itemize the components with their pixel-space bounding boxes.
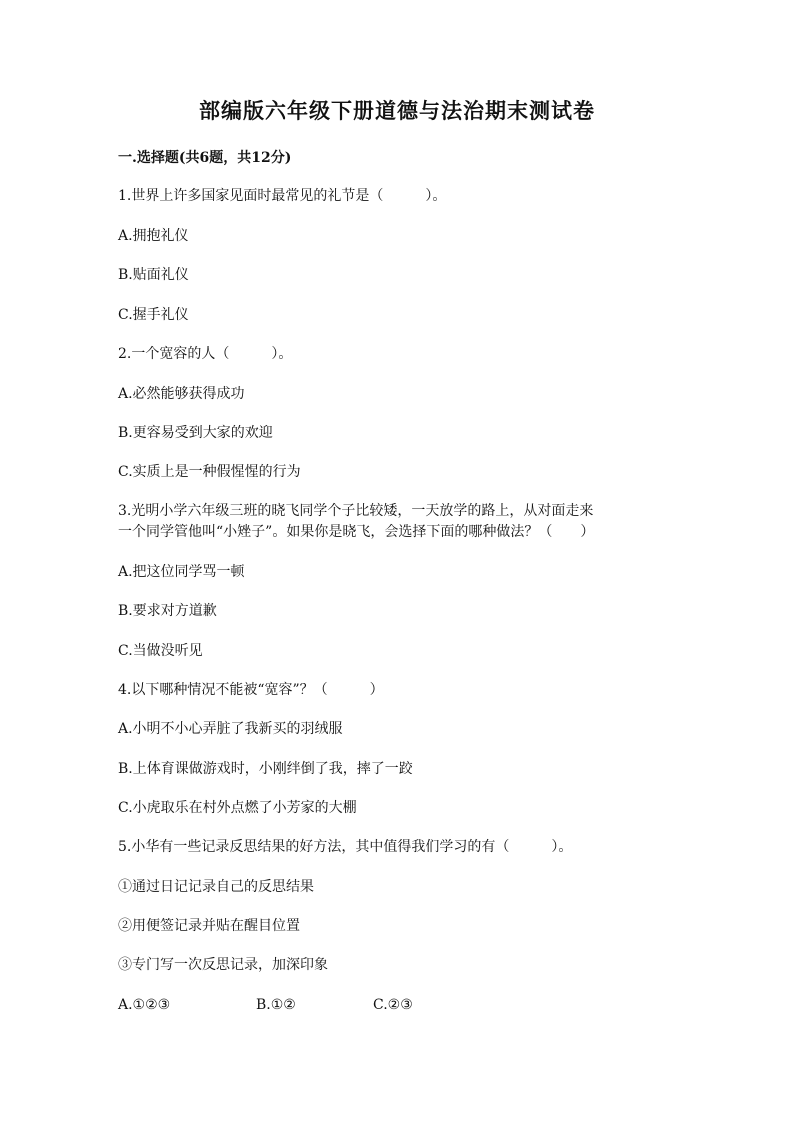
question-3-stem-line1: 3.光明小学六年级三班的晓飞同学个子比较矮，一天放学的路上，从对面走来	[118, 503, 594, 519]
question-4-option-c: C.小虎取乐在村外点燃了小芳家的大棚	[118, 800, 357, 816]
question-4-option-a: A.小明不小心弄脏了我新买的羽绒服	[118, 721, 343, 737]
question-2-option-b: B.更容易受到大家的欢迎	[118, 425, 273, 441]
question-1-stem: 1.世界上许多国家见面时最常见的礼节是（ ）。	[118, 188, 447, 204]
section-header: 一.选择题(共6题，共12分)	[118, 150, 292, 166]
question-3-stem-line2: 一个同学管他叫“小矬子”。如果你是晓飞，会选择下面的哪种做法？（ ）	[118, 524, 595, 540]
question-5-statement-2: ②用便签记录并贴在醒目位置	[118, 918, 300, 934]
question-1-option-c: C.握手礼仪	[118, 307, 189, 323]
question-2-option-c: C.实质上是一种假惺惺的行为	[118, 464, 301, 480]
question-5-option-c: C.②③	[373, 997, 413, 1013]
question-1-option-b: B.贴面礼仪	[118, 267, 189, 283]
question-1-option-a: A.拥抱礼仪	[118, 228, 189, 244]
question-4-stem: 4.以下哪种情况不能被“宽容”？（ ）	[118, 682, 384, 698]
question-2-stem: 2.一个宽容的人（ ）。	[118, 346, 293, 362]
question-2-option-a: A.必然能够获得成功	[118, 386, 245, 402]
question-5-statement-3: ③专门写一次反思记录，加深印象	[118, 957, 328, 973]
question-5-stem: 5.小华有一些记录反思结果的好方法，其中值得我们学习的有（ ）。	[118, 839, 573, 855]
question-3-option-c: C.当做没听见	[118, 643, 203, 659]
question-4-option-b: B.上体育课做游戏时，小刚绊倒了我，摔了一跤	[118, 761, 413, 777]
question-3-option-b: B.要求对方道歉	[118, 603, 217, 619]
question-5-option-b: B.①②	[256, 997, 296, 1013]
question-3-option-a: A.把这位同学骂一顿	[118, 564, 245, 580]
exam-title: 部编版六年级下册道德与法治期末测试卷	[199, 98, 595, 123]
question-5-option-a: A.①②③	[118, 997, 171, 1013]
question-5-statement-1: ①通过日记记录自己的反思结果	[118, 879, 314, 895]
